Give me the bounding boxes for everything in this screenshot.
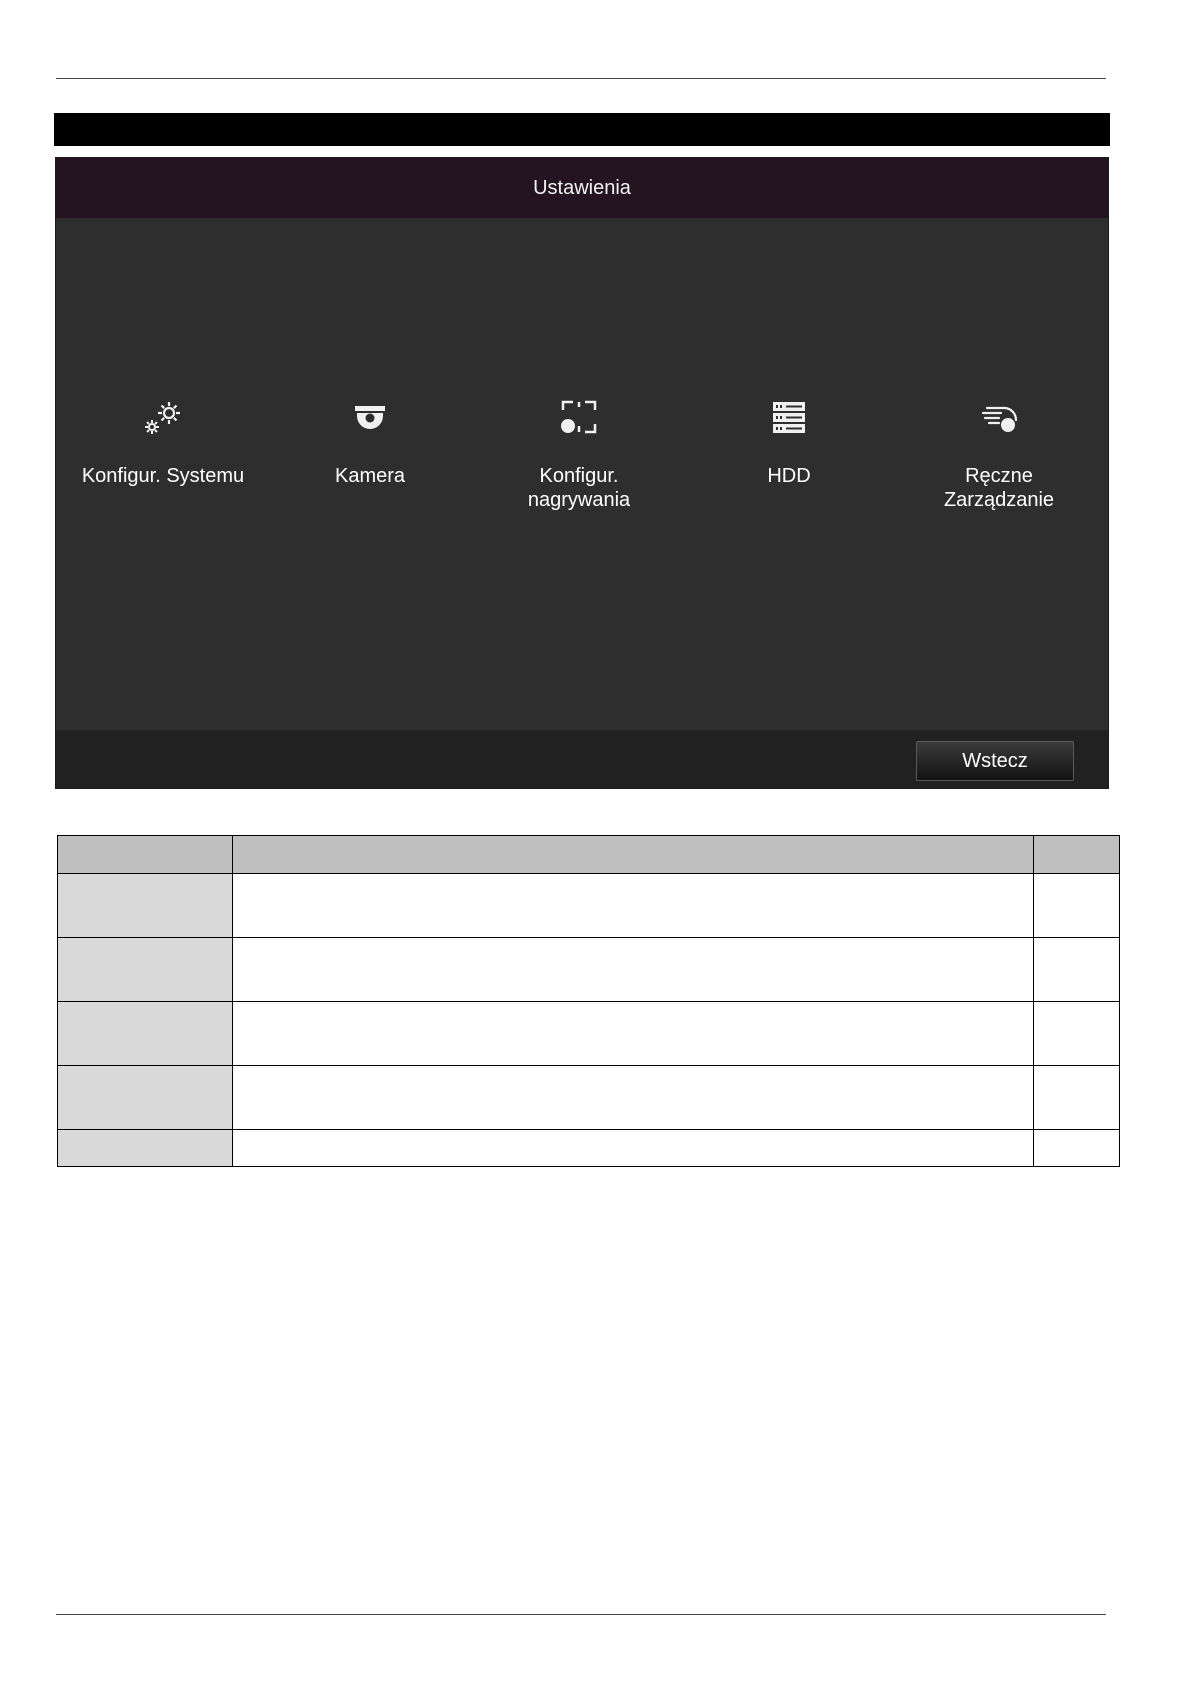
bottom-rule — [56, 1614, 1106, 1615]
table-cell — [233, 874, 1034, 938]
table-cell — [233, 938, 1034, 1002]
back-button[interactable]: Wstecz — [916, 741, 1074, 781]
table-cell — [58, 874, 233, 938]
table-header-cell — [233, 836, 1034, 874]
table-row — [58, 1002, 1120, 1066]
table-cell — [233, 1002, 1034, 1066]
table-header-cell — [1034, 836, 1120, 874]
table-header-row — [58, 836, 1120, 874]
description-table — [57, 835, 1120, 1167]
menu-item-label: HDD — [767, 465, 811, 487]
table-cell — [58, 938, 233, 1002]
dome-camera-icon — [346, 398, 394, 438]
table-cell — [1034, 1002, 1120, 1066]
table-cell — [1034, 938, 1120, 1002]
settings-screen — [55, 157, 1109, 789]
section-banner — [54, 113, 1110, 146]
menu-item-hdd[interactable] — [684, 398, 894, 488]
table-row — [58, 938, 1120, 1002]
table-cell — [233, 1130, 1034, 1167]
screen-title: Ustawienia — [56, 158, 1108, 218]
table-cell — [233, 1066, 1034, 1130]
table-header-cell — [58, 836, 233, 874]
menu-item-system-config[interactable] — [58, 398, 268, 488]
menu-item-manual-management[interactable] — [894, 398, 1104, 512]
table-row — [58, 874, 1120, 938]
menu-item-label: Konfigur. nagrywania — [527, 465, 631, 511]
menu-item-label: Kamera — [334, 465, 406, 487]
table-row — [58, 1130, 1120, 1167]
menu-item-record-config[interactable] — [474, 398, 684, 512]
table-cell — [58, 1002, 233, 1066]
gears-icon — [139, 398, 187, 438]
menu-item-label: Konfigur. Systemu — [81, 465, 245, 487]
top-rule — [56, 78, 1106, 79]
manual-management-icon — [975, 398, 1023, 438]
table-cell — [58, 1130, 233, 1167]
table-row — [58, 1066, 1120, 1130]
table-cell — [1034, 1066, 1120, 1130]
table-cell — [58, 1066, 233, 1130]
table-cell — [1034, 1130, 1120, 1167]
menu-item-camera[interactable] — [265, 398, 475, 488]
record-config-icon — [555, 398, 603, 438]
menu-item-label: Ręczne Zarządzanie — [943, 465, 1055, 511]
screen-footer — [56, 730, 1108, 788]
hdd-stack-icon — [765, 398, 813, 438]
table-cell — [1034, 874, 1120, 938]
